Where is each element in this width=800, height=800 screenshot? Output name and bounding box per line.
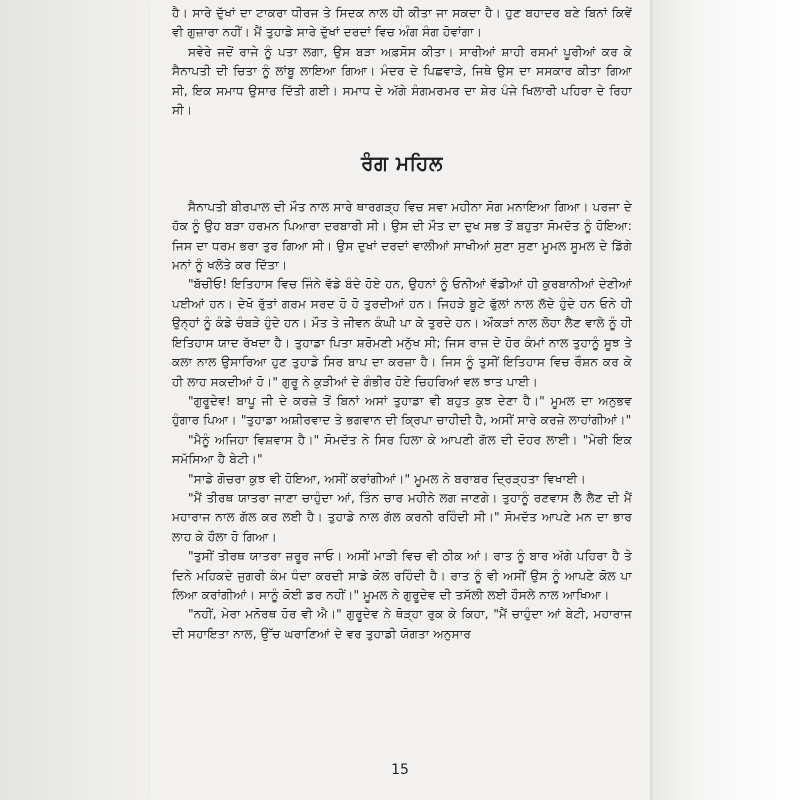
paragraph: "ਗੁਰੂਦੇਵ! ਬਾਪੂ ਜੀ ਦੇ ਕਰਜ਼ੇ ਤੋਂ ਬਿਨਾਂ ਅਸਾਂ ਤੁਹਾਡਾ ਵੀ ਬਹੁਤ ਕੁਝ ਦੇਣਾ ਹੈ।" ਮੂਮਲ ਦਾ ਅਨੁਭਵ ਹੁੰਗਾਰ ਪਿਆ। "ਤੁਹਾਡਾ ਅਸ਼ੀਰਵਾਦ ਤੇ ਭਗਵਾਨ ਦੀ ਕ੍ਰਿਪਾ ਚਾਹੀਦੀ ਹੈ, ਅਸੀਂ ਸਾਰੇ ਕਰਜ਼ੇ ਲਾਹਾਂਗੀਆਂ।"	[172, 393, 632, 428]
paragraph: "ਬੱਚੀਓ! ਇਤਿਹਾਸ ਵਿਚ ਜਿੰਨੇ ਵੱਡੇ ਬੰਦੇ ਹੋਏ ਹਨ, ਉਹਨਾਂ ਨੂੰ ਓਨੀਆਂ ਵੱਡੀਆਂ ਹੀ ਕੁਰਬਾਨੀਆਂ ਦੇਣੀਆਂ ਪਈਆਂ ਹਨ। ਦੇਖੋ ਰੁੱਤਾਂ ਗਰਮ ਸਰਦ ਹੋ ਹੋ ਤੁਰਦੀਆਂ ਹਨ। ਜਿਹੜੇ ਬੂਟੇ ਫੁੱਲਾਂ ਨਾਲ ਲੱਦੇ ਹੁੰਦੇ ਹਨ ਓਨੇ ਹੀ ਉਨ੍ਹਾਂ ਨੂੰ ਕੰਡੇ ਚੰਬੜੇ ਹੁੰਦੇ ਹਨ। ਮੌਤ ਤੇ ਜੀਵਨ ਕੰਘੀ ਪਾ ਕੇ ਤੁਰਦੇ ਹਨ। ਔਕੜਾਂ ਨਾਲ ਲੋਹਾ ਲੈਣ ਵਾਲੇ ਨੂੰ ਹੀ ਇਤਿਹਾਸ ਯਾਦ ਰੱਖਦਾ ਹੈ। ਤੁਹਾਡਾ ਪਿਤਾ ਸ਼ਰੋਮਣੀ ਮਨੁੱਖ ਸੀ; ਜਿਸ ਰਾਜ ਦੇ ਹੋਰ ਕੰਮਾਂ ਨਾਲ ਤੁਹਾਨੂੰ ਸੂਝ ਤੇ ਕਲਾ ਨਾਲ ਉਸਾਰਿਆ ਹੁਣ ਤੁਹਾਡੇ ਸਿਰ ਬਾਪ ਦਾ ਕਰਜ਼ਾ ਹੈ। ਜਿਸ ਨੂੰ ਤੁਸੀਂ ਇਤਿਹਾਸ ਵਿਚ ਰੌਸ਼ਨ ਕਰ ਕੇ ਹੀ ਲਾਹ ਸਕਦੀਆਂ ਹੋ।" ਗੁਰੂ ਨੇ ਕੁੜੀਆਂ ਦੇ ਗੰਭੀਰ ਹੋਏ ਚਿਹਰਿਆਂ ਵਲ ਝਾਤ ਪਾਈ।	[172, 277, 632, 389]
chapter-heading: ਰੰਗ ਮਹਿਲ	[361, 151, 443, 176]
paragraph: "ਸਾਡੇ ਗੋਚਰਾ ਕੁਝ ਵੀ ਹੋਇਆ, ਅਸੀਂ ਕਰਾਂਗੀਆਂ।" ਮੂਮਲ ਨੇ ਬਰਾਬਰ ਦ੍ਰਿੜ੍ਹਤਾ ਵਿਖਾਈ।	[188, 471, 586, 486]
book-page	[150, 0, 650, 800]
paragraph: ਹੈ। ਸਾਰੇ ਦੁੱਖਾਂ ਦਾ ਟਾਕਰਾ ਧੀਰਜ ਤੇ ਸਿਦਕ ਨਾਲ ਹੀ ਕੀਤਾ ਜਾ ਸਕਦਾ ਹੈ। ਹੁਣ ਬਹਾਦਰ ਬਣੇ ਬਿਨਾਂ ਕਿਵੇਂ ਵੀ ਗੁਜ਼ਾਰਾ ਨਹੀਂ। ਮੈਂ ਤੁਹਾਡੇ ਸਾਰੇ ਦੁੱਖਾਂ ਦਰਦਾਂ ਵਿਚ ਅੰਗ ਸੰਗ ਹੋਵਾਂਗਾ।	[172, 6, 632, 40]
paragraph: ਸਵੇਰੇ ਜਦੋਂ ਰਾਜੇ ਨੂੰ ਪਤਾ ਲਗਾ, ਉਸ ਬੜਾ ਅਫ਼ਸੋਸ ਕੀਤਾ। ਸਾਰੀਆਂ ਸ਼ਾਹੀ ਰਸਮਾਂ ਪੂਰੀਆਂ ਕਰ ਕੇ ਸੈਨਾਪਤੀ ਦੀ ਚਿਤਾ ਨੂੰ ਲਾਂਬੂ ਲਾਇਆ ਗਿਆ। ਮੰਦਰ ਦੇ ਪਿਛਵਾੜੇ, ਜਿਥੇ ਉਸ ਦਾ ਸਸਕਾਰ ਕੀਤਾ ਗਿਆ ਸੀ, ਇਕ ਸਮਾਧ ਉਸਾਰ ਦਿੱਤੀ ਗਈ। ਸਮਾਧ ਦੇ ਅੱਗੇ ਸੰਗਮਰਮਰ ਦਾ ਸ਼ੇਰ ਪੰਜੇ ਖਿਲਾਰੀ ਪਹਿਰਾ ਦੇ ਰਿਹਾ ਸੀ।	[172, 44, 632, 118]
paragraph: "ਤੁਸੀਂ ਤੀਰਥ ਯਾਤਰਾ ਜ਼ਰੂਰ ਜਾਓ। ਅਸੀਂ ਮਾੜੀ ਵਿਚ ਵੀ ਠੀਕ ਆਂ। ਰਾਤ ਨੂੰ ਬਾਰ ਅੱਗੇ ਪਹਿਰਾ ਹੈ ਤੇ ਦਿਨੇ ਮਹਿਕਦੇ ਜੁਗਰੀ ਕੰਮ ਧੰਦਾ ਕਰਦੀ ਸਾਡੇ ਕੋਲ ਰਹਿੰਦੀ ਹੈ। ਰਾਤ ਨੂੰ ਵੀ ਅਸੀਂ ਉਸ ਨੂੰ ਆਪਣੇ ਕੋਲ ਪਾ ਲਿਆ ਕਰਾਂਗੀਆਂ। ਸਾਨੂੰ ਕੋਈ ਡਰ ਨਹੀਂ।" ਮੂਮਲ ਨੇ ਗੁਰੂਦੇਵ ਦੀ ਤਸੱਲੀ ਲਈ ਹੌਸਲੇ ਨਾਲ ਆਖਿਆ।	[172, 549, 632, 602]
body-text	[172, 4, 632, 644]
paragraph: "ਮੈਂ ਤੀਰਥ ਯਾਤਰਾ ਜਾਣਾ ਚਾਹੁੰਦਾ ਆਂ, ਤਿੰਨ ਚਾਰ ਮਹੀਨੇ ਲਗ ਜਾਣਗੇ। ਤੁਹਾਨੂੰ ਰਣਵਾਸ ਲੈ ਲੈਣ ਦੀ ਮੈਂ ਮਹਾਰਾਜ ਨਾਲ ਗੱਲ ਕਰ ਲਈ ਹੈ। ਤੁਹਾਡੇ ਨਾਲ ਗੱਲ ਕਰਨੀ ਰਹਿੰਦੀ ਸੀ।" ਸੋਮਦੱਤ ਆਪਣੇ ਮਨ ਦਾ ਭਾਰ ਲਾਹ ਕੇ ਹੌਲਾ ਹੋ ਗਿਆ।	[172, 490, 632, 544]
page-number: 15	[391, 762, 409, 778]
paragraph: "ਮੈਨੂੰ ਅਜਿਹਾ ਵਿਸ਼ਵਾਸ ਹੈ।" ਸੋਮਦੱਤ ਨੇ ਸਿਰ ਹਿਲਾ ਕੇ ਆਪਣੀ ਗੱਲ ਦੀ ਦੋਹਰ ਲਾਈ। "ਮੇਰੀ ਇਕ ਸਮੱਸਿਆ ਹੈ ਬੇਟੀ।"	[172, 432, 632, 467]
paragraph: "ਨਹੀਂ, ਮੇਰਾ ਮਨੋਰਥ ਹੋਰ ਵੀ ਐ।" ਗੁਰੂਦੇਵ ਨੇ ਥੋੜ੍ਹਾ ਰੁਕ ਕੇ ਕਿਹਾ, "ਮੈਂ ਚਾਹੁੰਦਾ ਆਂ ਬੇਟੀ, ਮਹਾਰਾਜ ਦੀ ਸਹਾਇਤਾ ਨਾਲ, ਉੱਚ ਘਰਾਣਿਆਂ ਦੇ ਵਰ ਤੁਹਾਡੀ ਯੋਗਤਾ ਅਨੁਸਾਰ	[172, 607, 632, 641]
paragraph: ਸੈਨਾਪਤੀ ਬੀਰਪਾਲ ਦੀ ਮੌਤ ਨਾਲ ਸਾਰੇ ਥਾਰਗੜ੍ਹ ਵਿਚ ਸਵਾ ਮਹੀਨਾ ਸੋਗ ਮਨਾਇਆ ਗਿਆ। ਪਰਜਾ ਦੇ ਹੱਕ ਨੂੰ ਉਹ ਬੜਾ ਹਰਮਨ ਪਿਆਰਾ ਦਰਬਾਰੀ ਸੀ। ਉਸ ਦੀ ਮੌਤ ਦਾ ਦੁਖ ਸਭ ਤੋਂ ਬਹੁਤਾ ਸੋਮਦੱਤ ਨੂੰ ਹੋਇਆ: ਜਿਸ ਦਾ ਧਰਮ ਭਰਾ ਤੁਰ ਗਿਆ ਸੀ। ਉਸ ਦੁਖਾਂ ਦਰਦਾਂ ਵਾਲੀਆਂ ਸਾਖੀਆਂ ਸੁਣਾ ਸੁਣਾ ਮੂਮਲ ਸੂਮਲ ਦੇ ਡਿੱਗੇ ਮਨਾਂ ਨੂੰ ਖਲੋਤੇ ਕਰ ਦਿੱਤਾ।	[172, 199, 632, 273]
